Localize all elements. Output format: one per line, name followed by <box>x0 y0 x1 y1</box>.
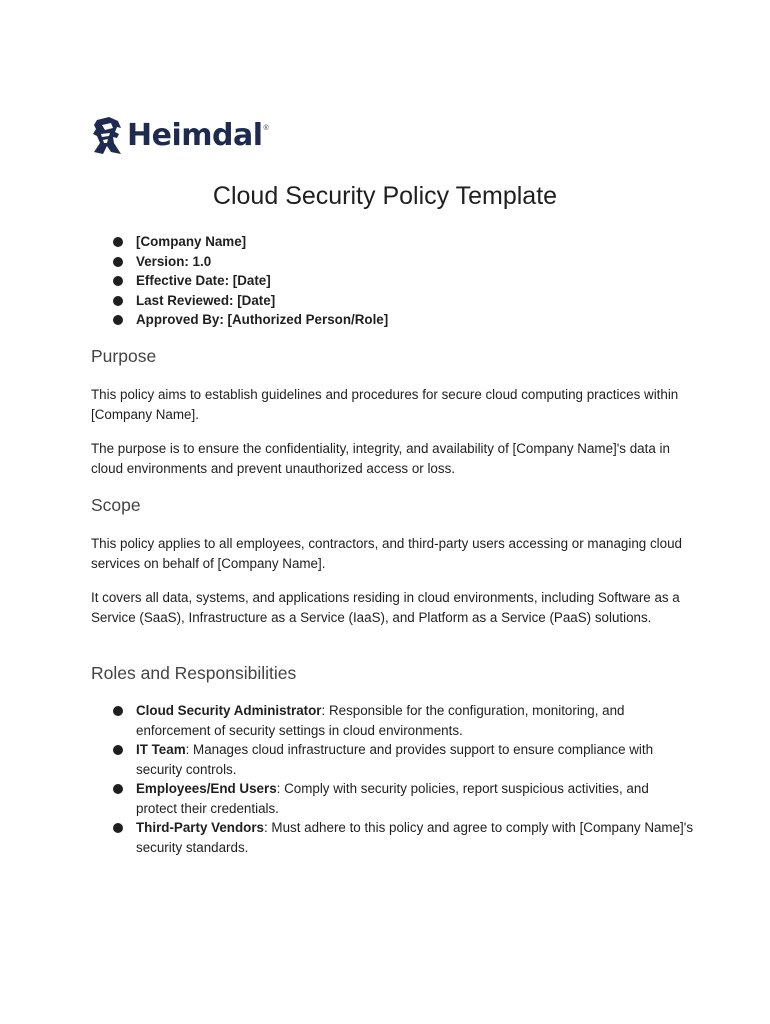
meta-item-text: [Company Name] <box>136 234 247 249</box>
document-title: Cloud Security Policy Template <box>212 182 558 210</box>
meta-item <box>113 252 388 272</box>
purpose-paragraph-2: The purpose is to ensure the confidentiality, integrity, and availability of [Company Name]'s data in cloud environments and prevent unauthorized access or loss. <box>91 441 670 476</box>
role-term: Employees/End Users <box>136 781 277 796</box>
bullet-icon <box>113 296 123 306</box>
purpose-heading: Purpose <box>91 346 157 366</box>
meta-item <box>113 291 388 311</box>
scope-paragraph-1: This policy applies to all employees, contractors, and third-party users accessing or managing cloud services on behalf of [Company Name]. <box>91 536 682 571</box>
trademark-mark: ® <box>263 124 269 132</box>
roles-heading: Roles and Responsibilities <box>91 663 297 683</box>
purpose-paragraph-1: This policy aims to establish guidelines and procedures for secure cloud computing practices within [Company Name]. <box>91 387 679 422</box>
roles-list <box>113 701 693 857</box>
meta-item-text: Effective Date: [Date] <box>136 273 271 288</box>
bullet-icon <box>113 257 123 267</box>
meta-item-text: Last Reviewed: [Date] <box>136 292 276 308</box>
bullet-icon <box>113 745 123 755</box>
bullet-icon <box>113 784 123 794</box>
role-description: : Comply with security policies, report suspicious activities, and protect their credentials. <box>136 781 649 816</box>
document-meta-list <box>113 232 388 330</box>
bullet-icon <box>113 237 123 247</box>
meta-item <box>113 310 388 330</box>
bullet-icon <box>113 706 123 716</box>
role-term: IT Team <box>136 742 186 757</box>
role-item <box>113 818 693 857</box>
role-term: Third-Party Vendors <box>136 820 264 835</box>
meta-item <box>113 271 388 291</box>
meta-item-text: Approved By: [Authorized Person/Role] <box>136 312 389 327</box>
role-item <box>113 701 693 740</box>
meta-item-text: Version: 1.0 <box>136 253 212 269</box>
role-item <box>113 779 693 818</box>
role-description: : Manages cloud infrastructure and provides support to ensure compliance with security controls. <box>136 742 654 777</box>
bullet-icon <box>113 315 123 325</box>
meta-item <box>113 232 388 252</box>
role-term: Cloud Security Administrator <box>136 703 322 718</box>
logo-wordmark: Heimdal <box>127 118 263 153</box>
heimdal-logo <box>91 116 269 156</box>
role-item <box>113 740 693 779</box>
role-description: : Must adhere to this policy and agree to comply with [Company Name]'s security standards. <box>136 820 694 855</box>
scope-heading: Scope <box>91 495 141 515</box>
bullet-icon <box>113 276 123 286</box>
role-description: : Responsible for the configuration, monitoring, and enforcement of security settings in cloud environments. <box>136 703 625 738</box>
scope-paragraph-2: It covers all data, systems, and applications residing in cloud environments, including Software as a Service (SaaS), Infrastructure as a Service (IaaS), and Platform as a Service (PaaS) solutions. <box>91 590 680 625</box>
heimdal-knight-icon <box>91 116 125 156</box>
bullet-icon <box>113 823 123 833</box>
